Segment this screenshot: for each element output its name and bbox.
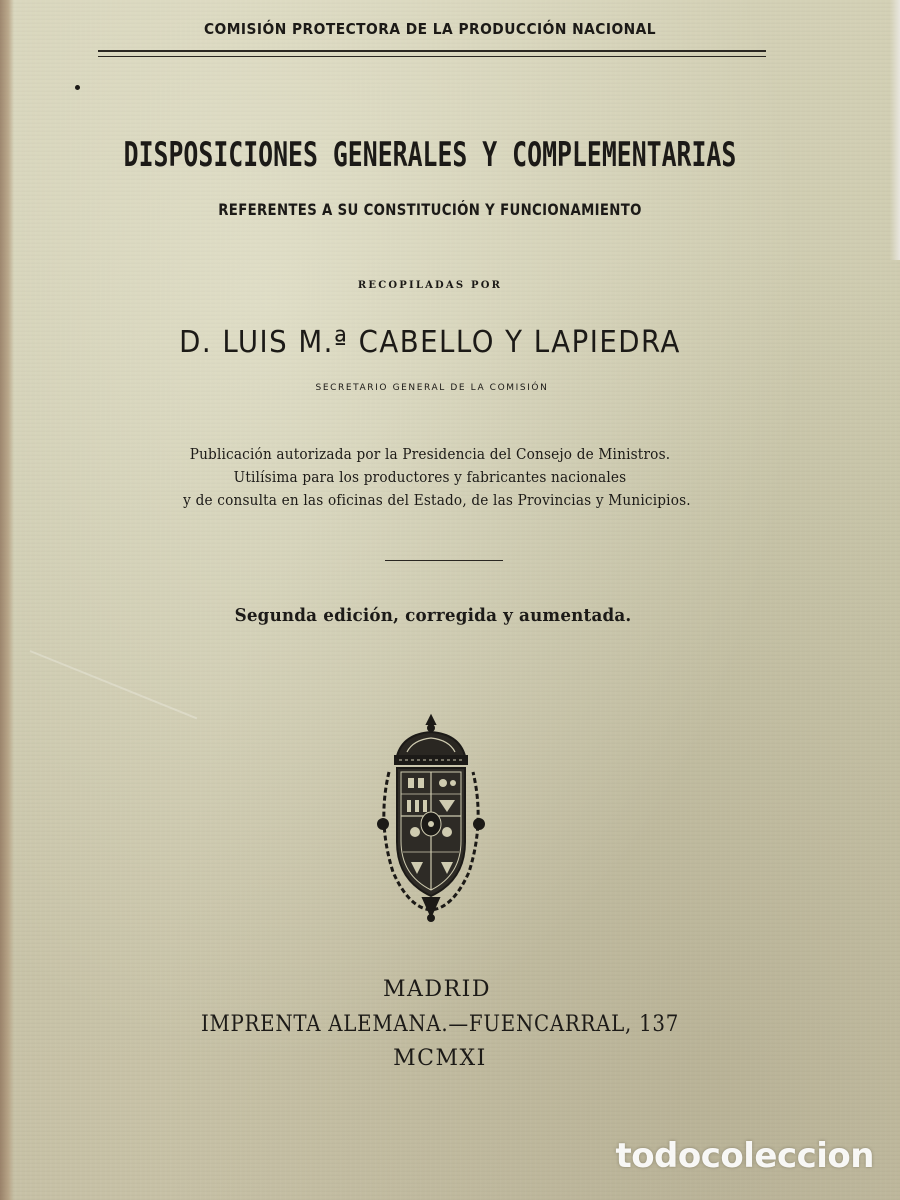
main-title: DISPOSICIONES GENERALES Y COMPLEMENTARIAS xyxy=(123,135,737,175)
imprint-printer: IMPRENTA ALEMANA.—FUENCARRAL, 137 xyxy=(200,1012,680,1037)
author-role: SECRETARIO GENERAL DE LA COMISIÓN xyxy=(315,383,549,393)
description-line-2: Utilísima para los productores y fabricantes nacionales xyxy=(233,470,627,486)
watermark-logo: todocoleccion xyxy=(615,1136,874,1176)
organization-header: COMISIÓN PROTECTORA DE LA PRODUCCIÓN NACIONAL xyxy=(203,20,657,38)
subtitle: REFERENTES A SU CONSTITUCIÓN Y FUNCIONAMIENTO xyxy=(218,200,642,219)
description-line-1: Publicación autorizada por la Presidencia del Consejo de Ministros. xyxy=(189,447,671,463)
header-rule xyxy=(98,50,766,52)
coat-of-arms-icon xyxy=(363,712,499,922)
edition-note: Segunda edición, corregida y aumentada. xyxy=(234,605,632,626)
page-edge-highlight xyxy=(890,0,900,260)
author-name: D. LUIS M.ª CABELLO Y LAPIEDRA xyxy=(179,325,681,360)
section-divider xyxy=(385,560,503,561)
ink-dot xyxy=(75,85,80,90)
binding-edge xyxy=(0,0,14,1200)
header-rule-thin xyxy=(98,56,766,57)
paper-crease xyxy=(30,650,198,719)
imprint-year: MCMXI xyxy=(393,1046,487,1071)
description-line-3: y de consulta en las oficinas del Estado, de las Provincias y Municipios. xyxy=(183,493,691,509)
imprint-city: MADRID xyxy=(383,977,491,1002)
compiled-by-label: RECOPILADAS POR xyxy=(357,280,503,291)
